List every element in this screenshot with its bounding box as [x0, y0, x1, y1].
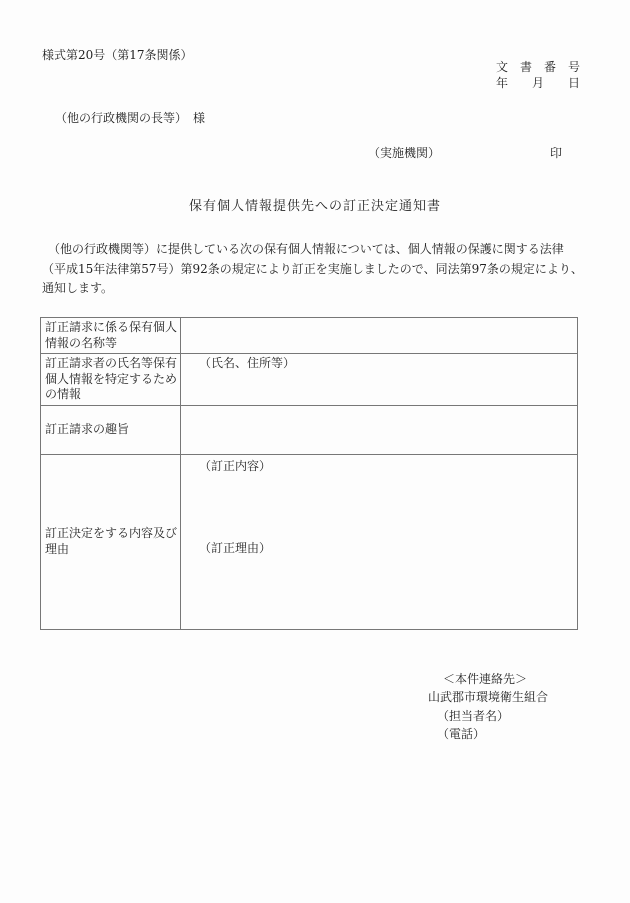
document-title: 保有個人情報提供先への訂正決定通知書 [188, 199, 441, 214]
table-row-purport [41, 405, 578, 454]
row-label-name: 訂正請求に係る保有個人情報の名称等 [41, 318, 181, 354]
row-value-purport [181, 405, 578, 454]
contact-person-label: （担当者名） [437, 708, 510, 723]
paragraph-line-1: （他の行政機関等）に提供している次の保有個人情報については、個人情報の保護に関する法律 [42, 242, 564, 256]
paragraph-line-2: （平成15年法律第57号）第92条の規定により訂正を実施しましたので、同法第97条の規定により、 [42, 261, 583, 276]
issuer-label: （実施機関） [368, 146, 441, 160]
form-number: 様式第20号（第17条関係） [42, 48, 193, 62]
seal-label: 印 [550, 146, 563, 160]
correction-reason-label: （訂正理由） [199, 540, 272, 555]
contact-phone-label: （電話） [437, 727, 486, 742]
doc-number-label: 文 書 番 号 [495, 60, 580, 74]
contact-header: ＜本件連絡先＞ [443, 672, 528, 686]
row-label-decision: 訂正決定をする内容及び理由 [41, 454, 181, 629]
row-label-purport: 訂正請求の趣旨 [41, 405, 181, 454]
row-label-requester: 訂正請求者の氏名等保有個人情報を特定するための情報 [41, 354, 181, 406]
row-value-requester: （氏名、住所等） [181, 354, 578, 406]
table-row-name [41, 318, 578, 354]
body-paragraph [42, 240, 602, 299]
table-row-requester [41, 354, 578, 406]
contact-organization: 山武郡市環境衛生組合 [428, 690, 549, 705]
form-table [40, 317, 578, 630]
row-value-name [181, 318, 578, 354]
paragraph-line-3: 通知します。 [42, 281, 114, 295]
addressee-line: （他の行政機関の長等） 様 [55, 111, 206, 125]
table-row-decision [41, 454, 578, 629]
correction-content-label: （訂正内容） [199, 458, 272, 473]
row-value-decision [181, 454, 578, 629]
doc-number-block [496, 60, 580, 91]
contact-block [428, 670, 548, 744]
date-label: 年 月 日 [495, 75, 580, 90]
